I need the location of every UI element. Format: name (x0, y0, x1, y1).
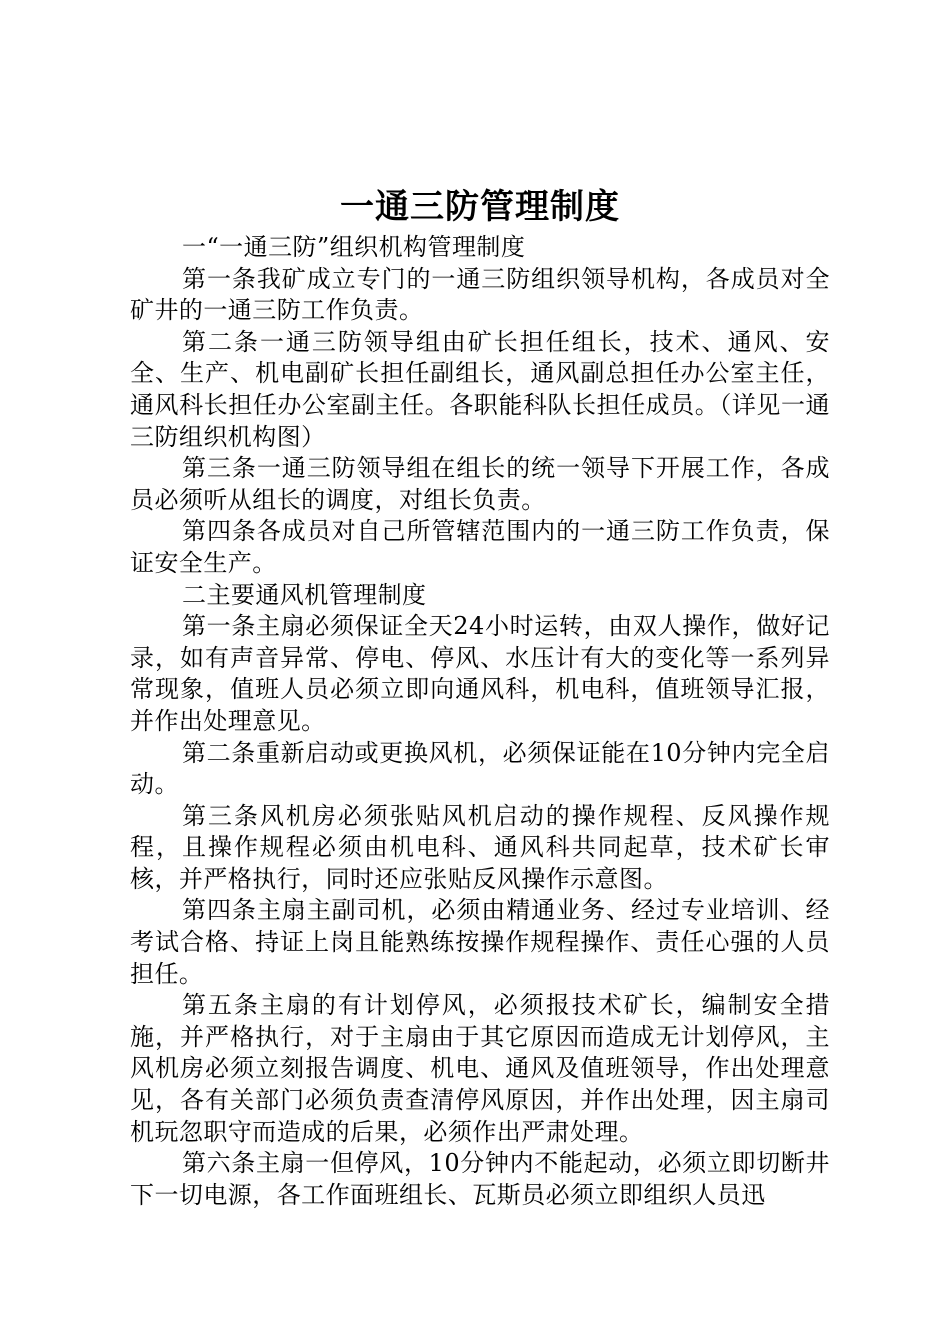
paragraph: 第一条我矿成立专门的一通三防组织领导机构，各成员对全矿井的一通三防工作负责。 (130, 264, 830, 325)
paragraph: 第三条风机房必须张贴风机启动的操作规程、反风操作规程，且操作规程必须由机电科、通风科共同起草，技术矿长审核，并严格执行，同时还应张贴反风操作示意图。 (130, 801, 830, 893)
paragraph: 第五条主扇的有计划停风，必须报技术矿长，编制安全措施，并严格执行，对于主扇由于其它原因而造成无计划停风，主风机房必须立刻报告调度、机电、通风及值班领导，作出处理意见，各有关部门必须负责查清停风原因，并作出处理，因主扇司机玩忽职守而造成的后果，必须作出严肃处理。 (130, 991, 830, 1146)
document-title: 一通三防管理制度 (340, 187, 620, 227)
paragraph: 第一条主扇必须保证全天24小时运转，由双人操作，做好记录，如有声音异常、停电、停风、水压计有大的变化等一系列异常现象，值班人员必须立即向通风科，机电科，值班领导汇报，并作出处理意见。 (130, 612, 830, 735)
paragraph: 第三条一通三防领导组在组长的统一领导下开展工作，各成员必须听从组长的调度，对组长负责。 (130, 454, 830, 514)
paragraph: 第六条主扇一但停风，10分钟内不能起动，必须立即切断井下一切电源，各工作面班组长、瓦斯员必须立即组织人员迅 (130, 1149, 830, 1209)
section-heading-2: 二主要通风机管理制度 (182, 580, 427, 609)
paragraph: 第二条重新启动或更换风机，必须保证能在10分钟内完全启动。 (130, 738, 830, 799)
document-body (130, 232, 830, 1211)
paragraph: 第四条主扇主副司机，必须由精通业务、经过专业培训、经考试合格、持证上岗且能熟练按操作规程操作、责任心强的人员担任。 (130, 896, 830, 988)
paragraph: 第二条一通三防领导组由矿长担任组长，技术、通风、安全、生产、机电副矿长担任副组长，通风副总担任办公室主任，通风科长担任办公室副主任。各职能科队长担任成员。（详见一通三防组织机构图） (130, 327, 830, 451)
paragraph: 第四条各成员对自己所管辖范围内的一通三防工作负责，保证安全生产。 (130, 517, 830, 577)
section-heading-1: 一“一通三防”组织机构管理制度 (182, 233, 526, 261)
